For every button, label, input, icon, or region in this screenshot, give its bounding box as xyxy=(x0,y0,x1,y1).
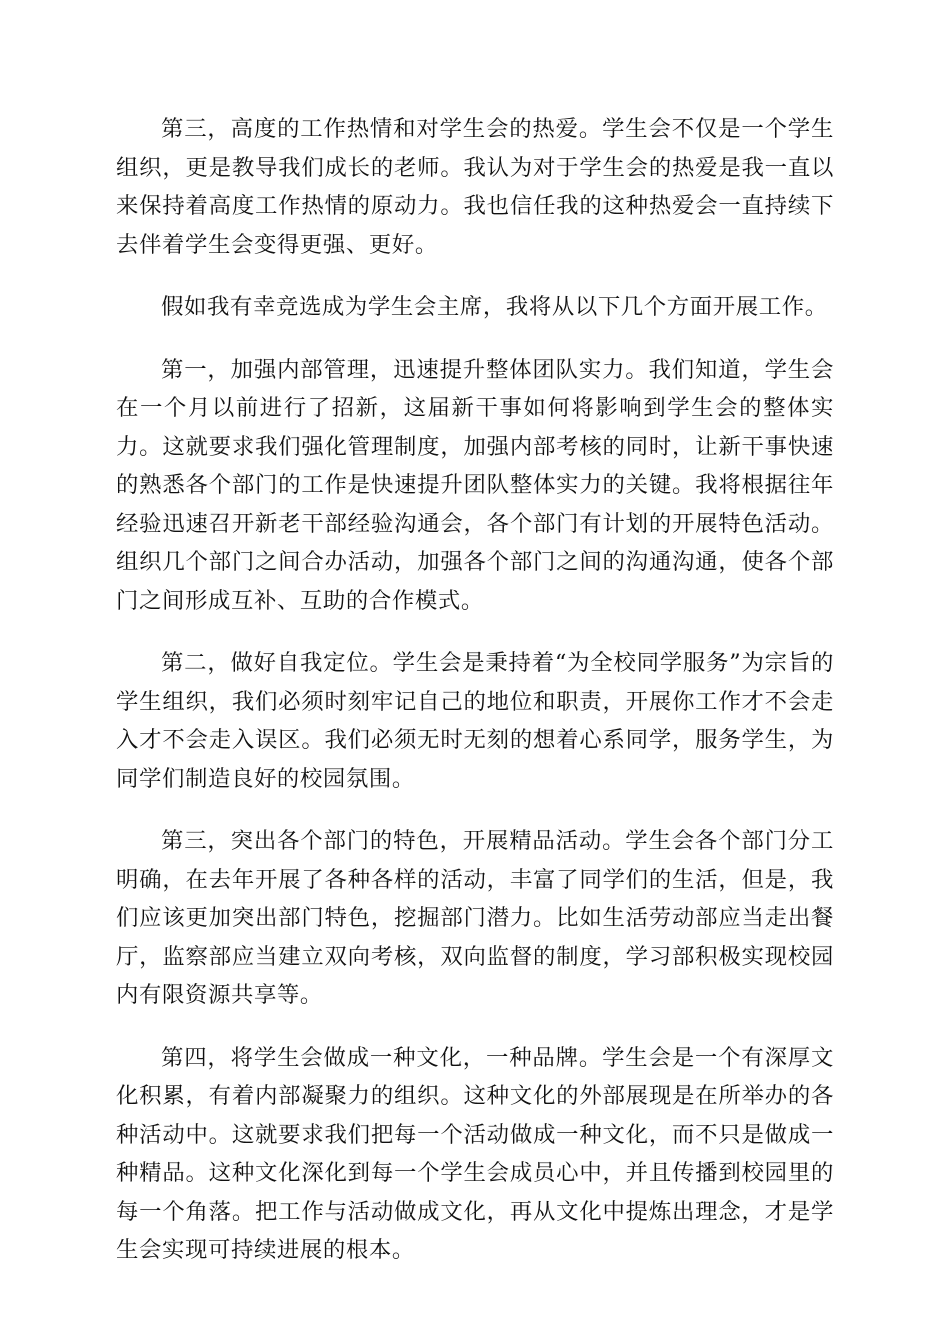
document-body xyxy=(116,110,834,1294)
paragraph-third-departments: 第三，突出各个部门的特色，开展精品活动。学生会各个部门分工明确，在去年开展了各种各样的活动，丰富了同学们的生活，但是，我们应该更加突出部门特色，挖掘部门潜力。比如生活劳动部应当走出餐厅，监察部应当建立双向考核，双向监督的制度，学习部积极实现校园内有限资源共享等。 xyxy=(116,828,834,1008)
paragraph-first-management: 第一，加强内部管理，迅速提升整体团队实力。我们知道，学生会在一个月以前进行了招新，这届新干事如何将影响到学生会的整体实力。这就要求我们强化管理制度，加强内部考核的同时，让新干事快速的熟悉各个部门的工作是快速提升团队整体实力的关键。我将根据往年经验迅速召开新老干部经验沟通会，各个部门有计划的开展特色活动。组织几个部门之间合办活动，加强各个部门之间的沟通沟通，使各个部门之间形成互补、互助的合作模式。 xyxy=(116,356,834,614)
paragraph-third-enthusiasm: 第三，高度的工作热情和对学生会的热爱。学生会不仅是一个学生组织，更是教导我们成长的老师。我认为对于学生会的热爱是我一直以来保持着高度工作热情的原动力。我也信任我的这种热爱会一直持续下去伴着学生会变得更强、更好。 xyxy=(116,116,834,258)
paragraph-second-positioning: 第二，做好自我定位。学生会是秉持着“为全校同学服务”为宗旨的学生组织，我们必须时刻牢记自己的地位和职责，开展你工作才不会走入才不会走入误区。我们必须无时无刻的想着心系同学，服务学生，为同学们制造良好的校园氛围。 xyxy=(116,650,834,792)
paragraph-fourth-culture: 第四，将学生会做成一种文化，一种品牌。学生会是一个有深厚文化积累，有着内部凝聚力的组织。这种文化的外部展现是在所举办的各种活动中。这就要求我们把每一个活动做成一种文化，而不只是做成一种精品。这种文化深化到每一个学生会成员心中，并且传播到校园里的每一个角落。把工作与活动做成文化，再从文化中提炼出理念，才是学生会实现可持续进展的根本。 xyxy=(116,1044,834,1263)
paragraph-intro-plan: 假如我有幸竞选成为学生会主席，我将从以下几个方面开展工作。 xyxy=(161,294,828,320)
